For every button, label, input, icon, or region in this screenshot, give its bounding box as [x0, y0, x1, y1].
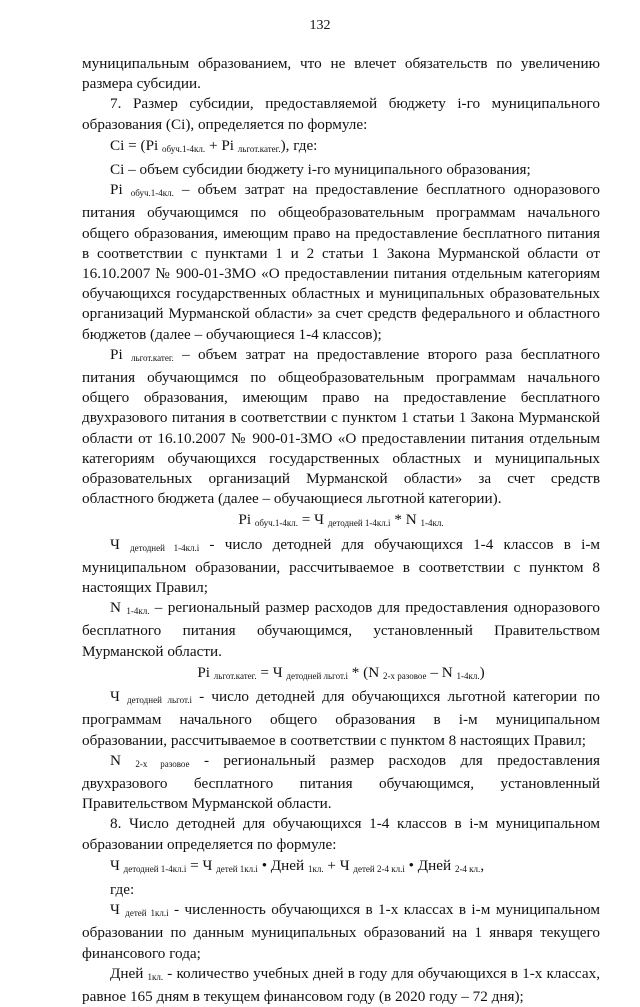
definition-ch-deti-1kl: Ч $_{детей 1кл.і}$ - численность обучающихся в 1-х классах в i-м муниципальном образовании по данным муниципальных образований на 1 января текущего финансового года;: [82, 901, 601, 962]
definition-ch-detodney: Ч $_{детодней 1-4кл.і}$ - число детодней для обучающихся 1-4 классов в i-м муниципальном образовании, рассчитываемое в соответствии с пунктом 8 настоящих Правил;: [82, 535, 600, 597]
definition-ci: Cі – объем субсидии бюджету i-го муниципального образования;: [110, 161, 531, 179]
formula-where: где:: [110, 880, 135, 898]
definition-p-lgot: Pі $_{льгот.катег.}$ – объем затрат на предоставление второго раза бесплатного питания обучающимся по общеобразовательным программам начального общего образования, имеющим право на предоставление бесплатного двухразового питания в соответствии с пунктом 1 статьи 1 Закона Мурманской области от 16.10.2007 № 900-01-ЗМО «О предоставлении питания отдельным категориям обучающихся государственных областных и муниципальных образовательных организаций Мурманской области» за счет средств областного бюджета (далее – обучающиеся льготной категории).: [82, 345, 600, 508]
definition-dney-1kl: Дней $_{1кл.}$ - количество учебных дней в году для обучающихся в 1-х классах, равное 165 дням в текущем финансовом году (в 2020 году – 72 дня);: [82, 964, 600, 1005]
definition-n-1-4: N $_{1-4кл.}$ – региональный размер расходов для предоставления одноразового бесплатного питания обучающимся, установленный Правительством Мурманской области.: [82, 599, 601, 660]
formula-p-lgot: Pі $_{льгот.катег.}$ = Ч $_{детодней льгот.і}$ * (N $_{2-х разовое}$ – N $_{1-4кл.}$): [197, 663, 485, 681]
definition-n-2x: N $_{2-х разовое}$ - региональный размер расходов для предоставления двухразового бесплатного питания обучающимся, установленный Правительством Мурманской области.: [82, 751, 600, 813]
formula-subsidy: Cі = (Pі $_{обуч.1-4кл.}$ + Pі $_{льгот.катег.}$), где:: [110, 136, 318, 154]
paragraph-item-8: 8. Число детодней для обучающихся 1-4 классов в i-м муниципальном образовании определяется по формуле:: [82, 815, 600, 853]
page-number: 132: [309, 18, 331, 33]
formula-ch-detodney: Ч $_{детодней 1-4кл.і}$ = Ч $_{детей 1кл.і}$ • Дней $_{1кл.}$ + Ч $_{детей 2-4 кл.і}$ • Дней $_{2-4 кл.}$,: [110, 856, 485, 874]
definition-ch-lgot: Ч $_{детодней льгот.і}$ - число детодней для обучающихся льготной категории по программам начального общего образования в i-м муниципальном образовании, рассчитываемое в соответствии с пунктом 8 настоящих Правил;: [82, 688, 600, 749]
definition-p-obuch: Pі $_{обуч.1-4кл.}$ – объем затрат на предоставление бесплатного одноразового питания обучающимся по общеобразовательным программам начального общего образования, имеющим право на предоставление бесплатного питания в соответствии с пунктами 1 и 2 статьи 1 Закона Мурманской области от 16.10.2007 № 900-01-ЗМО «О предоставлении питания отдельным категориям обучающихся государственных областных и муниципальных образовательных организаций Мурманской области» за счет средств федерального и областного бюджетов (далее – обучающиеся 1-4 классов);: [82, 181, 600, 343]
paragraph-continuation: муниципальным образованием, что не влечет обязательств по увеличению размера субсидии.: [82, 55, 600, 93]
paragraph-item-7: 7. Размер субсидии, предоставляемой бюджету i-го муниципального образования (Cі), определяется по формуле:: [82, 95, 600, 133]
document-body: [82, 54, 600, 1007]
formula-p-obuch: Pі $_{обуч.1-4кл.}$ = Ч $_{детодней 1-4кл.і}$ * N $_{1-4кл.}$: [238, 511, 444, 529]
